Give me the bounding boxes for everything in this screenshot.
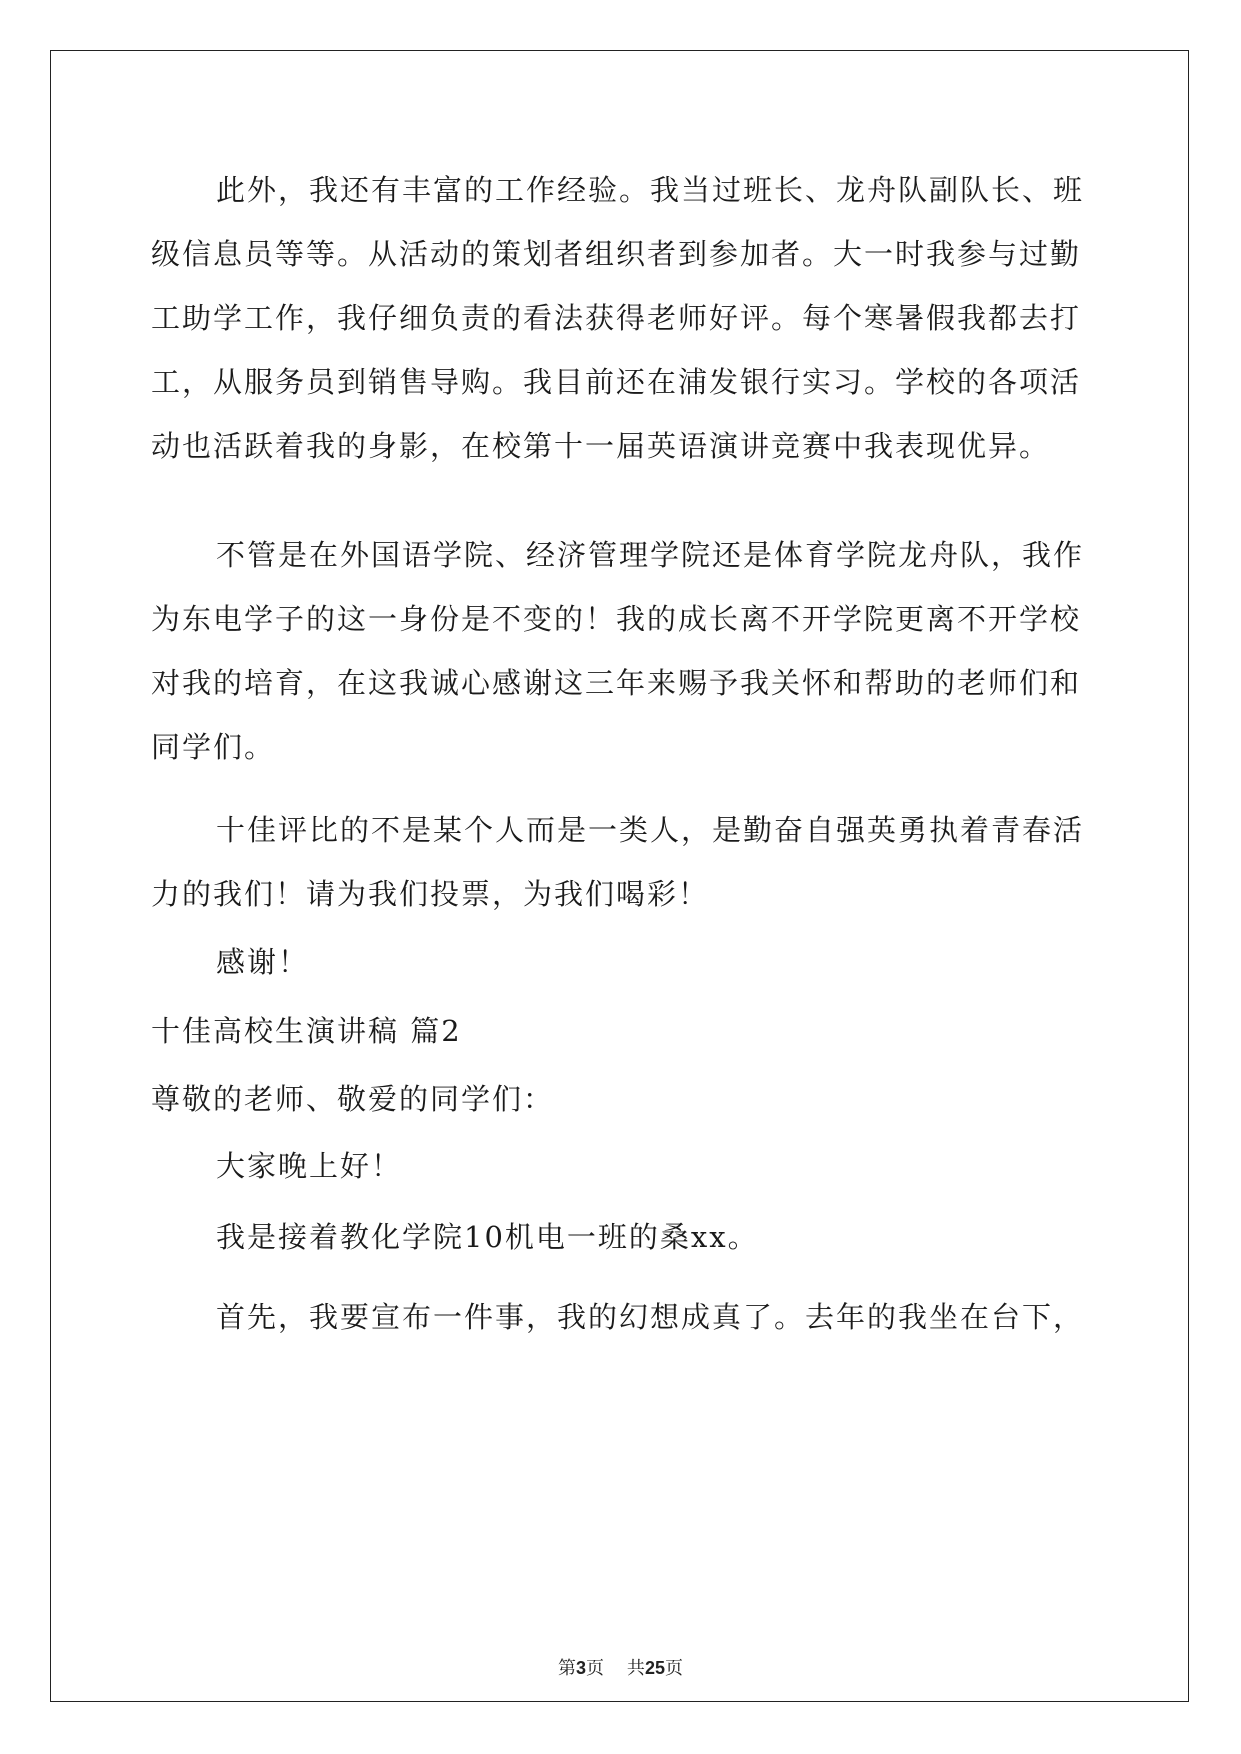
paragraph-line: 首先，我要宣布一件事，我的幻想成真了。去年的我坐在台下， (216, 1300, 1085, 1334)
page-footer: 第3页 共25页 (558, 1658, 683, 1679)
section-heading: 十佳高校生演讲稿 篇2 (151, 1014, 462, 1048)
paragraph-line: 十佳评比的不是某个人而是一类人，是勤奋自强英勇执着青春活 (216, 813, 1085, 847)
paragraph-line: 此外，我还有丰富的工作经验。我当过班长、龙舟队副队长、班 (216, 173, 1085, 207)
paragraph-line: 工，从服务员到销售导购。我目前还在浦发银行实习。学校的各项活 (151, 365, 1082, 399)
paragraph-line: 感谢！ (216, 945, 310, 979)
page-number: 3 (576, 1658, 587, 1678)
paragraph-line: 我是接着教化学院10机电一班的桑xx。 (216, 1220, 759, 1254)
paragraph-line: 不管是在外国语学院、经济管理学院还是体育学院龙舟队，我作 (216, 538, 1085, 572)
salutation: 尊敬的老师、敬爱的同学们： (151, 1082, 555, 1116)
paragraph-line: 对我的培育，在这我诚心感谢这三年来赐予我关怀和帮助的老师们和 (151, 666, 1082, 700)
paragraph-line: 同学们。 (151, 730, 276, 764)
paragraph-line: 为东电学子的这一身份是不变的！我的成长离不开学院更离不开学校 (151, 602, 1082, 636)
total-pages: 25 (644, 1658, 665, 1678)
paragraph-line: 工助学工作，我仔细负责的看法获得老师好评。每个寒暑假我都去打 (151, 301, 1082, 335)
paragraph-line: 大家晚上好！ (216, 1149, 403, 1183)
paragraph-line: 动也活跃着我的身影，在校第十一届英语演讲竞赛中我表现优异。 (151, 429, 1051, 463)
paragraph-line: 力的我们！请为我们投票，为我们喝彩！ (151, 877, 710, 911)
paragraph-line: 级信息员等等。从活动的策划者组织者到参加者。大一时我参与过勤 (151, 237, 1082, 271)
